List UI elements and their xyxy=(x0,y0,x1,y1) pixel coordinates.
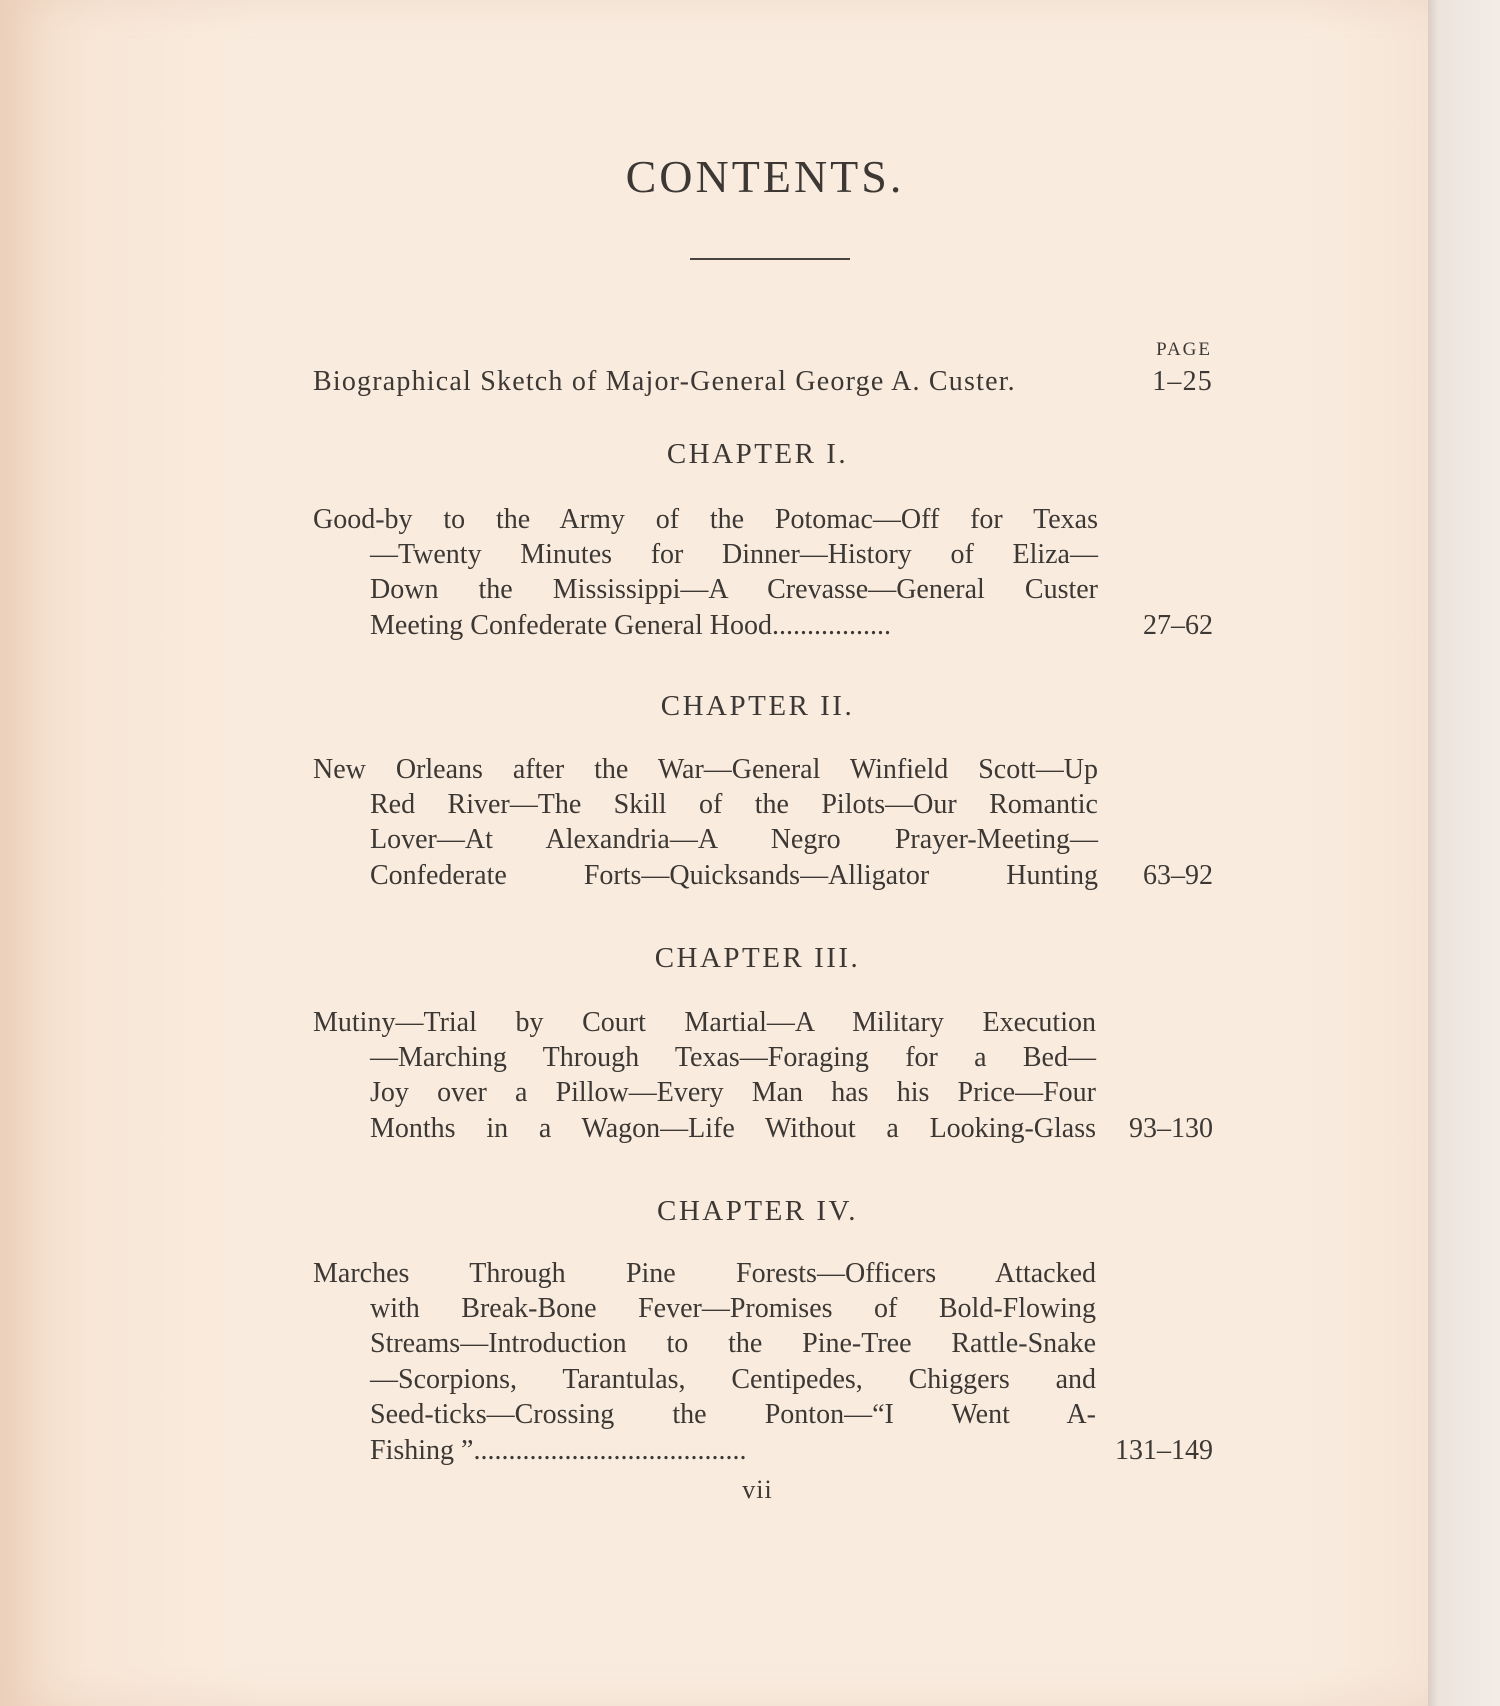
entry-line: Streams—Introduction to the Pine-Tree Rattle-Snake xyxy=(370,1328,1096,1359)
page-edge xyxy=(1428,0,1500,1706)
entry-line: Meeting Confederate General Hood................. xyxy=(370,610,891,641)
chapter-heading: CHAPTER I. xyxy=(666,438,849,470)
chapter-heading: CHAPTER III. xyxy=(654,942,861,974)
page-number: vii xyxy=(742,1475,773,1504)
entry-line: Mutiny—Trial by Court Martial—A Military Execution xyxy=(313,1007,1096,1038)
page-column-label: PAGE xyxy=(1156,339,1212,360)
entry-line: Red River—The Skill of the Pilots—Our Romantic xyxy=(370,789,1098,820)
chapter-entry xyxy=(313,1005,1213,1151)
entry-line: Lover—At Alexandria—A Negro Prayer-Meeting— xyxy=(370,824,1098,855)
chapter-heading: CHAPTER II. xyxy=(660,690,855,722)
chapter-pages: 131–149 xyxy=(1115,1435,1213,1466)
biographical-entry xyxy=(313,366,1213,406)
entry-line: Good-by to the Army of the Potomac—Off for Texas xyxy=(313,504,1098,535)
title-divider xyxy=(690,258,850,260)
chapter-entry xyxy=(313,1256,1213,1476)
entry-line: Seed-ticks—Crossing the Ponton—“I Went A- xyxy=(370,1399,1096,1430)
entry-line: New Orleans after the War—General Winfield Scott—Up xyxy=(313,754,1098,785)
chapter-pages: 27–62 xyxy=(1143,610,1213,641)
entry-line: —Marching Through Texas—Foraging for a Bed— xyxy=(370,1042,1096,1073)
entry-line: with Break-Bone Fever—Promises of Bold-Flowing xyxy=(370,1293,1096,1324)
entry-line: Fishing ”....................................... xyxy=(370,1435,747,1466)
biographical-entry-label: Biographical Sketch of Major-General George A. Custer. xyxy=(313,366,1016,397)
entry-line: Confederate Forts—Quicksands—Alligator Hunting xyxy=(370,860,1098,891)
chapter-entry xyxy=(313,752,1213,898)
entry-line: —Twenty Minutes for Dinner—History of Eliza— xyxy=(370,539,1098,570)
chapter-entry xyxy=(313,502,1213,648)
entry-line: Months in a Wagon—Life Without a Looking-Glass xyxy=(370,1113,1096,1144)
biographical-entry-pages: 1–25 xyxy=(1152,366,1213,397)
entry-line: Marches Through Pine Forests—Officers Attacked xyxy=(313,1258,1096,1289)
entry-line: Joy over a Pillow—Every Man has his Price—Four xyxy=(370,1077,1096,1108)
page-title: CONTENTS. xyxy=(625,151,905,202)
entry-line: —Scorpions, Tarantulas, Centipedes, Chiggers and xyxy=(370,1364,1096,1395)
chapter-heading: CHAPTER IV. xyxy=(657,1195,858,1227)
chapter-pages: 93–130 xyxy=(1129,1113,1213,1144)
chapter-pages: 63–92 xyxy=(1143,860,1213,891)
entry-line: Down the Mississippi—A Crevasse—General Custer xyxy=(370,574,1098,605)
